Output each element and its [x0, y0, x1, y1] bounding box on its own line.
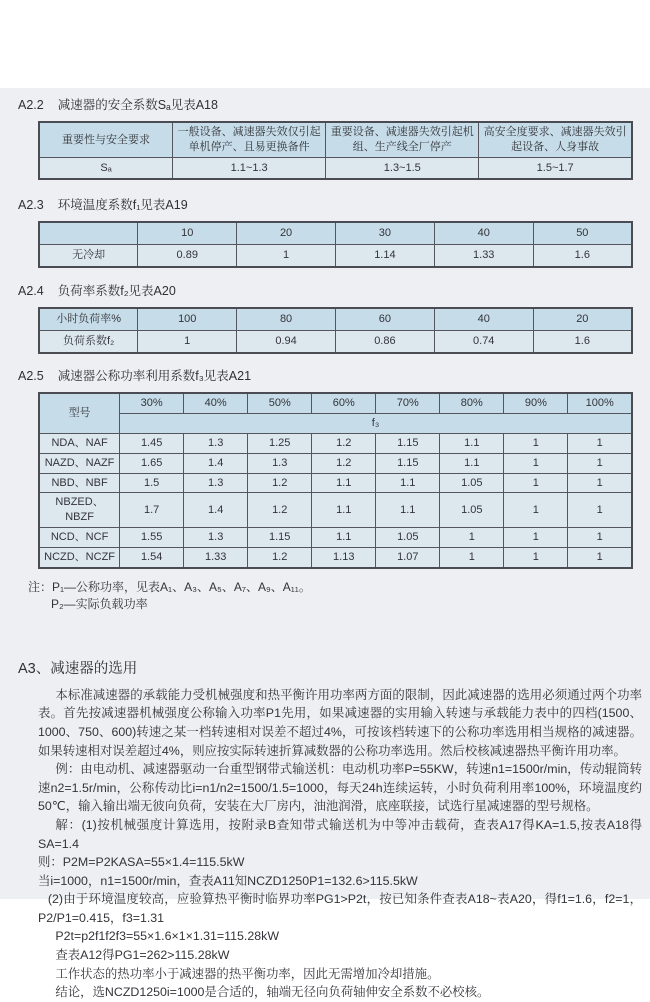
- data-cell: 1: [440, 547, 504, 567]
- data-cell: 1.07: [376, 547, 440, 567]
- header-cell: 30: [335, 222, 434, 245]
- data-cell: 1: [237, 245, 336, 268]
- section-title: 环境温度系数f₁见表A19: [57, 198, 188, 212]
- data-cell: 负荷系数f₂: [39, 331, 138, 354]
- data-cell: 1.65: [120, 453, 184, 473]
- table-a19: [38, 221, 633, 268]
- data-cell: 1.15: [376, 453, 440, 473]
- data-cell: NCZD、NCZF: [39, 547, 120, 567]
- table-row: [39, 493, 632, 528]
- section-number: A2.4: [18, 284, 44, 298]
- data-cell: 1: [568, 547, 632, 567]
- data-cell: 1.1: [440, 433, 504, 453]
- data-cell: 1.3: [184, 473, 248, 493]
- data-cell: 1.2: [312, 453, 376, 473]
- data-cell: NAZD、NAZF: [39, 453, 120, 473]
- data-cell: 1: [568, 528, 632, 548]
- table-row: [39, 547, 632, 567]
- table-row: [39, 245, 632, 268]
- data-cell: 1.6: [533, 331, 632, 354]
- data-cell: 1: [504, 547, 568, 567]
- header-cell: 10: [138, 222, 237, 245]
- section-heading-a23: [18, 195, 642, 213]
- section-number: A2.2: [18, 98, 44, 112]
- data-cell: 1.1: [312, 528, 376, 548]
- data-cell: 1.45: [120, 433, 184, 453]
- data-cell: 1: [504, 493, 568, 528]
- header-cell: 重要性与安全要求: [39, 122, 173, 158]
- data-cell: 1.2: [248, 493, 312, 528]
- data-cell: 0.86: [335, 331, 434, 354]
- data-cell: 1.3: [184, 528, 248, 548]
- data-cell: 1: [504, 453, 568, 473]
- section-heading-a24: [18, 281, 642, 299]
- header-cell: 60%: [312, 393, 376, 414]
- data-cell: 1.2: [248, 547, 312, 567]
- data-cell: 1.1: [312, 473, 376, 493]
- data-cell: 1: [440, 528, 504, 548]
- table-row: [39, 308, 632, 331]
- table-row: [39, 453, 632, 473]
- section-heading-a22: [18, 95, 642, 113]
- paragraph: (2)由于环境温度较高，应验算热平衡时临界功率PG1>P2t，按已知条件查表A18~表A20，得f1=1.6，f2=1，P2/P1=0.415，f3=1.31: [38, 892, 642, 925]
- header-cell: 100: [138, 308, 237, 331]
- data-cell: 1.05: [376, 528, 440, 548]
- data-cell: 0.94: [237, 331, 336, 354]
- footnote-line: P₂—实际负载功率: [51, 596, 148, 611]
- data-cell: 1.33: [184, 547, 248, 567]
- data-cell: 0.89: [138, 245, 237, 268]
- table-a21: [38, 392, 633, 569]
- paragraph: 例：由电动机、减速器驱动一台重型钢带式输送机：电动机功率P=55KW，转速n1=1500r/min，传动辊筒转速n2=1.5r/min，公称传动比i=n1/n2=1500/1.5=1000，每天24h连续运转，小时负荷利用率100%，环境温度约50℃，输入输出端无彼向负荷，安装在大厂房内，油池润滑，底座联接，试选行星减速器的型号规格。: [38, 762, 642, 814]
- data-cell: 1.5: [120, 473, 184, 493]
- header-cell: 70%: [376, 393, 440, 414]
- data-cell: NCD、NCF: [39, 528, 120, 548]
- header-cell: 小时负荷率%: [39, 308, 138, 331]
- header-cell: 60: [335, 308, 434, 331]
- paragraph: 工作状态的热功率小于减速器的热平衡功率，因此无需增加冷却措施。: [55, 966, 440, 981]
- table-a20: [38, 307, 633, 354]
- data-cell: 1: [138, 331, 237, 354]
- footnote-line: 注：P₁—公称功率，见表A₁、A₃、A₅、A₇、A₉、A₁₁。: [28, 579, 311, 594]
- paragraph: 结论，选NCZD1250i=1000是合适的，轴端无径向负荷轴伸安全系数不必校核。: [55, 985, 490, 1000]
- data-cell: 1.2: [312, 433, 376, 453]
- header-cell: 型号: [39, 393, 120, 433]
- section-heading-a25: [18, 366, 642, 384]
- article-body: [38, 686, 642, 1002]
- data-cell: 1.05: [440, 493, 504, 528]
- header-cell: 30%: [120, 393, 184, 414]
- data-cell: 1.4: [184, 453, 248, 473]
- data-cell: 1.13: [312, 547, 376, 567]
- data-cell: NDA、NAF: [39, 433, 120, 453]
- data-cell: 1.4: [184, 493, 248, 528]
- data-cell: 1.5~1.7: [479, 158, 632, 180]
- data-cell: 1.15: [248, 528, 312, 548]
- header-cell: 重要设备、减速器失效引起机组、生产线全厂停产: [326, 122, 479, 158]
- header-cell: 一般设备、减速器失效仅引起单机停产、且易更换备件: [173, 122, 326, 158]
- paragraph: 当i=1000，n1=1500r/min，查表A11知NCZD1250P1=132.6>115.5kW: [38, 873, 418, 888]
- section-number: A2.5: [18, 369, 44, 383]
- data-cell: 1.14: [335, 245, 434, 268]
- data-cell: 1.54: [120, 547, 184, 567]
- data-cell: 1.3~1.5: [326, 158, 479, 180]
- data-cell: 无冷却: [39, 245, 138, 268]
- data-cell: 1: [504, 433, 568, 453]
- data-cell: 1: [568, 433, 632, 453]
- data-cell: 1.2: [248, 473, 312, 493]
- table-row: [39, 414, 632, 434]
- header-cell: [39, 222, 138, 245]
- data-cell: 1.25: [248, 433, 312, 453]
- section-title: 负荷率系数f₂见表A20: [57, 284, 176, 298]
- table-row: [39, 393, 632, 414]
- data-cell: 1.1: [440, 453, 504, 473]
- section-title: 减速器的安全系数Sₐ见表A18: [57, 98, 218, 112]
- table-row: [39, 122, 632, 158]
- scanned-page: [0, 88, 650, 1000]
- table-row: [39, 222, 632, 245]
- table-a18: [38, 121, 633, 180]
- header-cell: 100%: [568, 393, 632, 414]
- data-cell: Sₐ: [39, 158, 173, 180]
- header-cell: 20: [533, 308, 632, 331]
- paragraph: P2t=p2f1f2f3=55×1.6×1×1.31=115.28kW: [55, 929, 280, 944]
- section-heading-a3: A3、减速器的选用: [18, 660, 138, 677]
- header-cell: 40: [434, 222, 533, 245]
- header-cell: 80: [237, 308, 336, 331]
- data-cell: 1: [568, 453, 632, 473]
- header-cell: 50%: [248, 393, 312, 414]
- header-cell: f₃: [120, 414, 632, 434]
- header-cell: 40: [434, 308, 533, 331]
- data-cell: 1.3: [248, 453, 312, 473]
- table-row: [39, 473, 632, 493]
- data-cell: 1: [504, 473, 568, 493]
- header-cell: 50: [533, 222, 632, 245]
- data-cell: 1.33: [434, 245, 533, 268]
- paragraph: 解：(1)按机械强度计算选用，按附录B查知带式输送机为中等冲击载荷，查表A17得KA=1.5,按表A18得SA=1.4: [38, 817, 642, 851]
- table-footnote: [28, 579, 642, 613]
- data-cell: 1.6: [533, 245, 632, 268]
- data-cell: 1: [504, 528, 568, 548]
- header-cell: 40%: [184, 393, 248, 414]
- data-cell: 1.3: [184, 433, 248, 453]
- paragraph: 则：P2M=P2KASA=55×1.4=115.5kW: [38, 855, 245, 870]
- section-number: A2.3: [18, 198, 44, 212]
- table-row: [39, 331, 632, 354]
- paragraph: 查表A12得PG1=262>115.28kW: [55, 948, 230, 963]
- header-cell: 高安全度要求、减速器失效引起设备、人身事故: [479, 122, 632, 158]
- data-cell: 1.55: [120, 528, 184, 548]
- section-title: 减速器公称功率利用系数f₃见表A21: [57, 369, 252, 383]
- table-row: [39, 158, 632, 180]
- data-cell: 1.1: [376, 473, 440, 493]
- table-row: [39, 433, 632, 453]
- paragraph: 本标准减速器的承载能力受机械强度和热平衡许用功率两方面的限制，因此减速器的选用必须通过两个功率表。首先按减速器机械强度公称输入功率P1先用，如果减速器的实用输入转速与承载能力表中的四档(1500、1000、750、600)转速之某一档转速相对误差不超过4%，可按该档转速下的公称功率选用相当规格的减速器。如果转速相对误差超过4%，则应按实际转速折算减数器的公称功率选用。然后校核减速器热平衡许用功率。: [38, 687, 642, 758]
- table-row: [39, 528, 632, 548]
- data-cell: NBD、NBF: [39, 473, 120, 493]
- data-cell: 1.15: [376, 433, 440, 453]
- header-cell: 90%: [504, 393, 568, 414]
- data-cell: NBZED、NBZF: [39, 493, 120, 528]
- data-cell: 1.1: [376, 493, 440, 528]
- data-cell: 1.1~1.3: [173, 158, 326, 180]
- header-cell: 20: [237, 222, 336, 245]
- data-cell: 1.7: [120, 493, 184, 528]
- data-cell: 1: [568, 473, 632, 493]
- header-cell: 80%: [440, 393, 504, 414]
- data-cell: 1.1: [312, 493, 376, 528]
- data-cell: 0.74: [434, 331, 533, 354]
- data-cell: 1: [568, 493, 632, 528]
- data-cell: 1.05: [440, 473, 504, 493]
